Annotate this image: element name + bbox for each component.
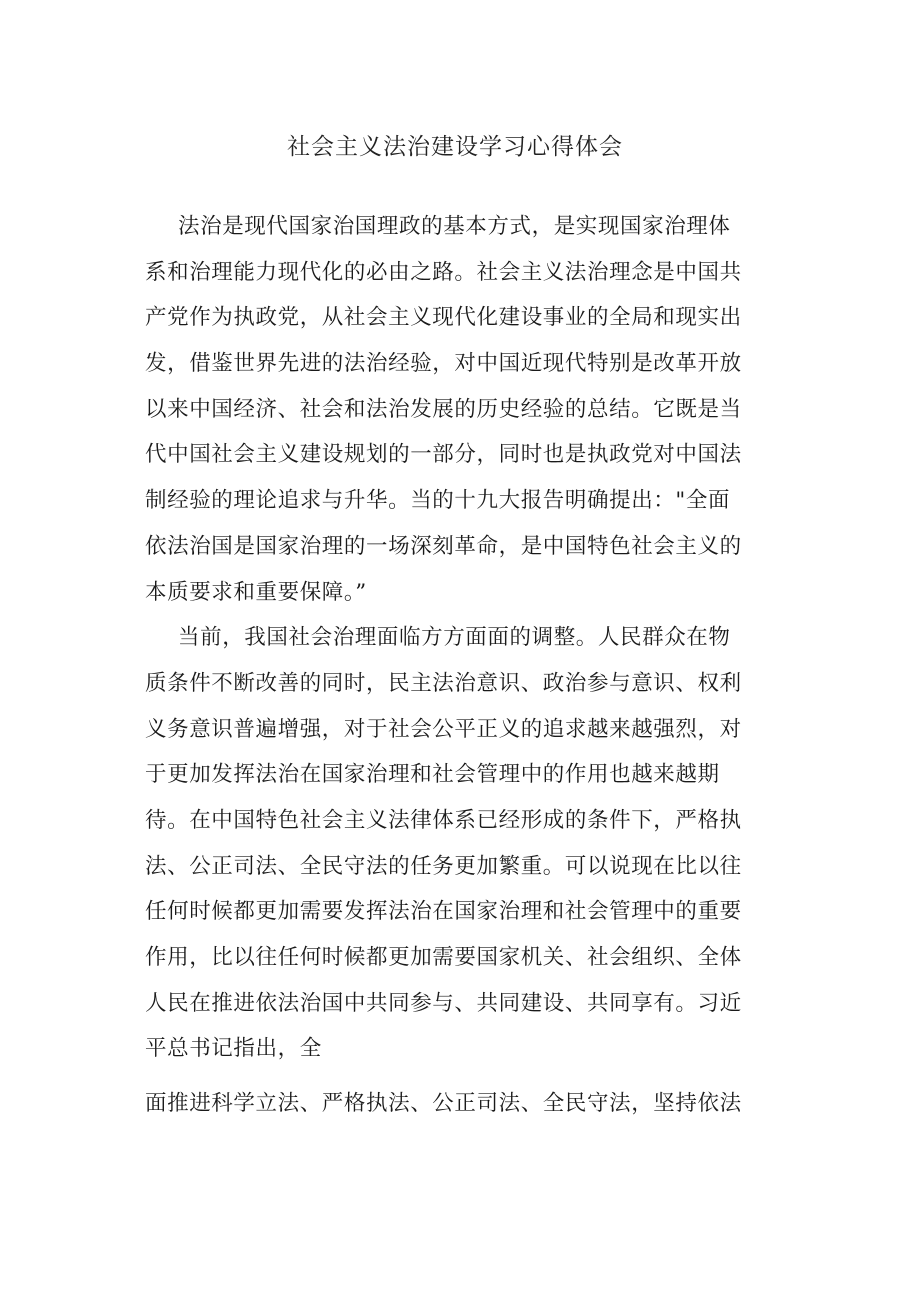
text-line: 依法治国是国家治理的一场深刻革命，是中国特色社会主义的 xyxy=(145,533,742,559)
text-line: 待。在中国特色社会主义法律体系已经形成的条件下，严格执 xyxy=(145,807,742,833)
text-line: 面推进科学立法、严格执法、公正司法、全民守法，坚持依法 xyxy=(145,1091,742,1117)
text-line: 以来中国经济、社会和法治发展的历史经验的总结。它既是当 xyxy=(145,396,742,422)
text-line: 法治是现代国家治国理政的基本方式，是实现国家治理体 xyxy=(178,214,731,239)
document-title: 社会主义法治建设学习心得体会 xyxy=(287,134,623,160)
document-body xyxy=(145,204,785,1127)
text-line: 产党作为执政党，从社会主义现代化建设事业的全局和现实出 xyxy=(145,305,742,331)
text-line: 当前，我国社会治理面临方方面面的调整。人民群众在物 xyxy=(178,625,731,651)
text-line: 平总书记指出，全 xyxy=(145,1036,322,1062)
text-line: 法、公正司法、全民守法的任务更加繁重。可以说现在比以往 xyxy=(145,853,742,879)
text-line: 本质要求和重要保障。” xyxy=(145,579,367,605)
text-line: 于更加发挥法治在国家治理和社会管理中的作用也越来越期 xyxy=(145,762,720,788)
text-line: 系和治理能力现代化的必由之路。社会主义法治理念是中国共 xyxy=(145,259,742,285)
text-line: 作用，比以往任何时候都更加需要国家机关、社会组织、全体 xyxy=(145,945,742,970)
text-line: 质条件不断改善的同时，民主法治意识、政治参与意识、权利 xyxy=(145,670,742,696)
text-line: 人民在推进依法治国中共同参与、共同建设、共同享有。习近 xyxy=(145,990,742,1016)
text-line: 发，借鉴世界先进的法治经验，对中国近现代特别是改革开放 xyxy=(145,351,742,377)
text-line: 任何时候都更加需要发挥法治在国家治理和社会管理中的重要 xyxy=(145,899,742,925)
text-line: 义务意识普遍增强，对于社会公平正义的追求越来越强烈，对 xyxy=(145,716,742,742)
text-line: 制经验的理论追求与升华。当的十九大报告明确提出："全面 xyxy=(145,488,731,514)
text-line: 代中国社会主义建设规划的一部分，同时也是执政党对中国法 xyxy=(145,442,742,468)
